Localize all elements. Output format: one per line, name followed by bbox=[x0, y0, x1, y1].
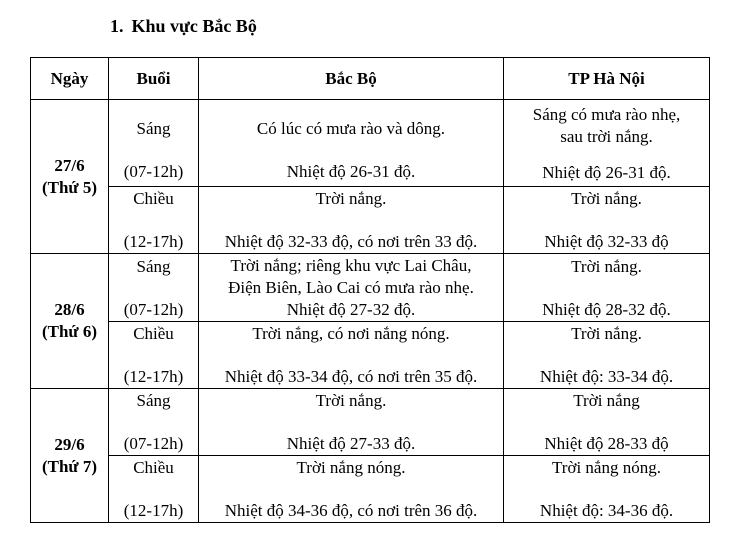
ha-noi-cell bbox=[504, 254, 710, 322]
forecast-text: sau trời nắng. bbox=[560, 127, 653, 146]
session-cell bbox=[109, 456, 199, 523]
header-day: Ngày bbox=[31, 58, 109, 100]
session-hours: (07-12h) bbox=[123, 299, 184, 319]
day-date: 29/6 bbox=[54, 434, 85, 454]
session-name: Sáng bbox=[136, 256, 171, 276]
table-row bbox=[31, 187, 710, 254]
temperature-text: Nhiệt độ 27-32 độ. bbox=[286, 300, 416, 319]
temperature-text: Nhiệt độ 27-33 độ. bbox=[286, 434, 416, 453]
forecast-text: Trời nắng, có nơi nắng nóng. bbox=[252, 324, 450, 343]
forecast-text: Trời nắng. bbox=[571, 256, 642, 276]
table-row bbox=[31, 100, 710, 187]
forecast-text: Trời nắng nóng. bbox=[552, 458, 661, 477]
day-date: 27/6 bbox=[54, 155, 85, 175]
session-name: Sáng bbox=[136, 118, 171, 138]
session-hours: (07-12h) bbox=[123, 161, 184, 181]
temperature-text: Nhiệt độ 26-31 độ. bbox=[542, 163, 671, 182]
header-ha-noi: TP Hà Nội bbox=[504, 58, 710, 100]
section-number: 1. bbox=[110, 16, 124, 36]
day-date: 28/6 bbox=[54, 300, 85, 319]
table-row bbox=[31, 322, 710, 389]
forecast-text: Trời nắng. bbox=[571, 189, 642, 208]
temperature-text: Nhiệt độ 34-36 độ, có nơi trên 36 độ. bbox=[224, 501, 478, 520]
table-row bbox=[31, 389, 710, 456]
session-name: Chiều bbox=[133, 189, 174, 208]
forecast-text: Sáng có mưa rào nhẹ, bbox=[532, 105, 681, 124]
session-hours: (07-12h) bbox=[123, 434, 184, 453]
forecast-text: Trời nắng bbox=[573, 391, 640, 410]
header-session: Buổi bbox=[109, 58, 199, 100]
table-row bbox=[31, 254, 710, 322]
day-weekday: (Thứ 7) bbox=[41, 456, 98, 476]
temperature-text: Nhiệt độ 32-33 độ, có nơi trên 33 độ. bbox=[224, 232, 478, 251]
table-header-row bbox=[31, 58, 710, 100]
forecast-text: Trời nắng; riêng khu vực Lai Châu, bbox=[230, 256, 472, 275]
session-hours: (12-17h) bbox=[123, 232, 184, 251]
day-weekday: (Thứ 6) bbox=[41, 322, 98, 341]
section-heading bbox=[110, 16, 257, 37]
bac-bo-cell bbox=[199, 100, 504, 187]
session-cell bbox=[109, 322, 199, 389]
bac-bo-cell bbox=[199, 389, 504, 456]
bac-bo-cell bbox=[199, 456, 504, 523]
bac-bo-cell bbox=[199, 322, 504, 389]
forecast-text: Trời nắng. bbox=[571, 324, 642, 343]
day-cell bbox=[31, 389, 109, 523]
forecast-text: Có lúc có mưa rào và dông. bbox=[256, 118, 446, 138]
session-name: Chiều bbox=[133, 324, 174, 343]
ha-noi-cell bbox=[504, 456, 710, 523]
temperature-text: Nhiệt độ 33-34 độ, có nơi trên 35 độ. bbox=[224, 367, 478, 386]
session-name: Sáng bbox=[136, 391, 171, 410]
ha-noi-cell bbox=[504, 187, 710, 254]
session-cell bbox=[109, 100, 199, 187]
session-name: Chiều bbox=[133, 458, 174, 477]
ha-noi-cell bbox=[504, 100, 710, 187]
ha-noi-cell bbox=[504, 322, 710, 389]
day-cell bbox=[31, 254, 109, 389]
temperature-text: Nhiệt độ: 34-36 độ. bbox=[539, 501, 674, 520]
forecast-text: Trời nắng. bbox=[315, 391, 387, 410]
header-bac-bo: Bắc Bộ bbox=[199, 58, 504, 100]
session-cell bbox=[109, 254, 199, 322]
temperature-text: Nhiệt độ 26-31 độ. bbox=[286, 161, 416, 181]
forecast-text: Điện Biên, Lào Cai có mưa rào nhẹ. bbox=[228, 278, 474, 297]
table-row bbox=[31, 456, 710, 523]
section-title: Khu vực Bắc Bộ bbox=[131, 16, 257, 36]
day-cell bbox=[31, 100, 109, 254]
ha-noi-cell bbox=[504, 389, 710, 456]
session-hours: (12-17h) bbox=[123, 367, 184, 386]
bac-bo-cell bbox=[199, 187, 504, 254]
weather-forecast-table bbox=[30, 57, 710, 523]
session-cell bbox=[109, 187, 199, 254]
bac-bo-cell bbox=[199, 254, 504, 322]
temperature-text: Nhiệt độ 32-33 độ bbox=[544, 232, 669, 251]
temperature-text: Nhiệt độ 28-32 độ. bbox=[542, 299, 671, 319]
forecast-text: Trời nắng. bbox=[315, 189, 387, 208]
forecast-text: Trời nắng nóng. bbox=[296, 458, 406, 477]
temperature-text: Nhiệt độ: 33-34 độ. bbox=[539, 367, 674, 386]
temperature-text: Nhiệt độ 28-33 độ bbox=[544, 434, 669, 453]
session-cell bbox=[109, 389, 199, 456]
day-weekday: (Thứ 5) bbox=[41, 177, 98, 197]
session-hours: (12-17h) bbox=[123, 501, 184, 520]
